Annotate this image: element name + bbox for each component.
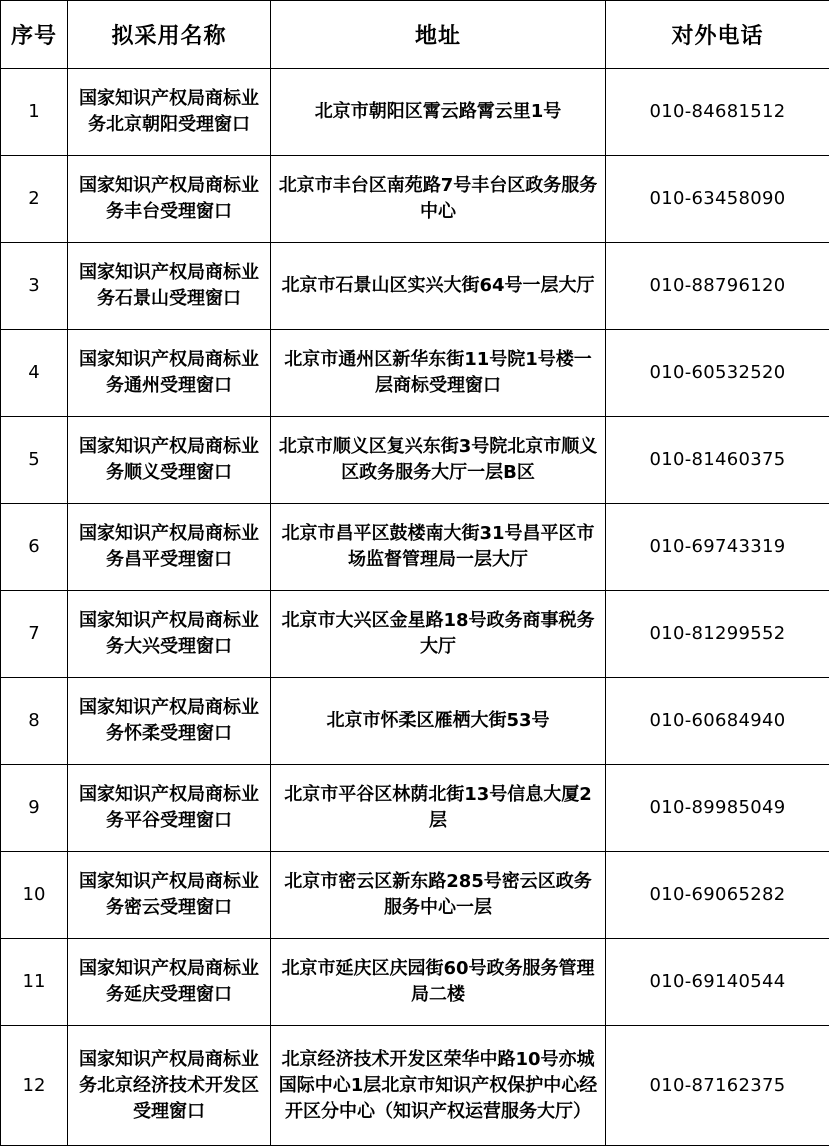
row-name: 国家知识产权局商标业务怀柔受理窗口 (68, 678, 271, 765)
table-row (1, 417, 829, 504)
row-name: 国家知识产权局商标业务顺义受理窗口 (68, 417, 271, 504)
row-index: 6 (1, 504, 68, 591)
row-index: 3 (1, 243, 68, 330)
row-phone: 010-88796120 (606, 243, 829, 330)
table-row (1, 1026, 829, 1146)
row-address: 北京市石景山区实兴大街64号一层大厅 (271, 243, 606, 330)
table-row (1, 852, 829, 939)
row-index: 1 (1, 69, 68, 156)
row-address: 北京市朝阳区霄云路霄云里1号 (271, 69, 606, 156)
header-index: 序号 (1, 1, 68, 69)
row-index: 11 (1, 939, 68, 1026)
row-index: 12 (1, 1026, 68, 1146)
row-phone: 010-84681512 (606, 69, 829, 156)
row-phone: 010-69743319 (606, 504, 829, 591)
row-address: 北京市延庆区庆园街60号政务服务管理局二楼 (271, 939, 606, 1026)
row-name: 国家知识产权局商标业务大兴受理窗口 (68, 591, 271, 678)
row-address: 北京经济技术开发区荣华中路10号亦城国际中心1层北京市知识产权保护中心经开区分中心（知识产权运营服务大厅） (271, 1026, 606, 1146)
header-name: 拟采用名称 (68, 1, 271, 69)
row-index: 10 (1, 852, 68, 939)
row-address: 北京市密云区新东路285号密云区政务服务中心一层 (271, 852, 606, 939)
table-row (1, 156, 829, 243)
row-address: 北京市怀柔区雁栖大街53号 (271, 678, 606, 765)
row-index: 4 (1, 330, 68, 417)
row-address: 北京市丰台区南苑路7号丰台区政务服务中心 (271, 156, 606, 243)
row-phone: 010-60532520 (606, 330, 829, 417)
header-row (1, 1, 829, 69)
row-index: 8 (1, 678, 68, 765)
row-address: 北京市顺义区复兴东街3号院北京市顺义区政务服务大厅一层B区 (271, 417, 606, 504)
row-name: 国家知识产权局商标业务平谷受理窗口 (68, 765, 271, 852)
header-phone: 对外电话 (606, 1, 829, 69)
row-index: 9 (1, 765, 68, 852)
table-row (1, 765, 829, 852)
table-row (1, 678, 829, 765)
row-phone: 010-87162375 (606, 1026, 829, 1146)
row-phone: 010-69140544 (606, 939, 829, 1026)
table-row (1, 939, 829, 1026)
row-phone: 010-81460375 (606, 417, 829, 504)
header-address: 地址 (271, 1, 606, 69)
row-phone: 010-60684940 (606, 678, 829, 765)
table-row (1, 591, 829, 678)
table-row (1, 243, 829, 330)
row-name: 国家知识产权局商标业务北京经济技术开发区受理窗口 (68, 1026, 271, 1146)
table-row (1, 504, 829, 591)
row-phone: 010-63458090 (606, 156, 829, 243)
row-name: 国家知识产权局商标业务丰台受理窗口 (68, 156, 271, 243)
table-row (1, 69, 829, 156)
row-index: 2 (1, 156, 68, 243)
row-name: 国家知识产权局商标业务石景山受理窗口 (68, 243, 271, 330)
row-index: 5 (1, 417, 68, 504)
row-address: 北京市通州区新华东街11号院1号楼一层商标受理窗口 (271, 330, 606, 417)
row-phone: 010-69065282 (606, 852, 829, 939)
row-address: 北京市平谷区林荫北街13号信息大厦2层 (271, 765, 606, 852)
row-name: 国家知识产权局商标业务密云受理窗口 (68, 852, 271, 939)
table-body (1, 69, 829, 1146)
row-index: 7 (1, 591, 68, 678)
row-name: 国家知识产权局商标业务北京朝阳受理窗口 (68, 69, 271, 156)
row-phone: 010-81299552 (606, 591, 829, 678)
row-phone: 010-89985049 (606, 765, 829, 852)
row-name: 国家知识产权局商标业务通州受理窗口 (68, 330, 271, 417)
table-row (1, 330, 829, 417)
row-name: 国家知识产权局商标业务延庆受理窗口 (68, 939, 271, 1026)
row-address: 北京市昌平区鼓楼南大街31号昌平区市场监督管理局一层大厅 (271, 504, 606, 591)
row-name: 国家知识产权局商标业务昌平受理窗口 (68, 504, 271, 591)
row-address: 北京市大兴区金星路18号政务商事税务大厅 (271, 591, 606, 678)
